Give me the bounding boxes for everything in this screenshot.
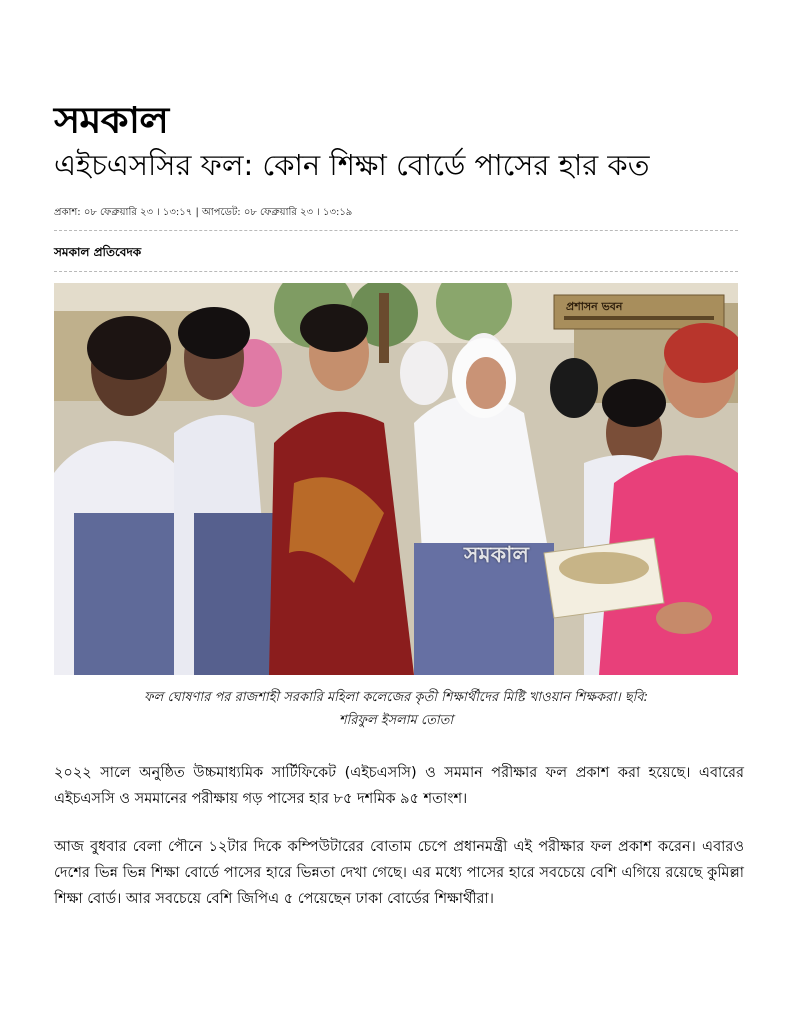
photo-watermark: সমকাল <box>464 542 529 568</box>
publish-dateline: প্রকাশ: ০৮ ফেব্রুয়ারি ২৩ । ১৩:১৭ | আপডেট: ০৮ ফেব্রুয়ারি ২৩ । ১৩:১৯ <box>54 207 353 218</box>
article-paragraph: ২০২২ সালে অনুষ্ঠিত উচ্চমাধ্যমিক সার্টিফিকেট (এইচএসসি) ও সমমান পরীক্ষার ফল প্রকাশ করা হয়েছে। এবারের এইচএসসি ও সমমানের পরীক্ষায় গড় পাসের হার ৮৫ দশমিক ৯৫ শতাংশ। <box>54 765 744 807</box>
photo-caption <box>54 686 738 732</box>
article-paragraph: আজ বুধবার বেলা পৌনে ১২টার দিকে কম্পিউটারের বোতাম চেপে প্রধানমন্ত্রী এই পরীক্ষার ফল প্রকাশ করেন। এবারও দেশের ভিন্ন ভিন্ন শিক্ষা বোর্ডে পাসের হারে ভিন্নতা দেখা গেছে। এর মধ্যে পাসের হারে সবচেয়ে বেশি এগিয়ে রয়েছে কুমিল্লা শিক্ষা বোর্ড। আর সবচেয়ে বেশি জিপিএ ৫ পেয়েছেন ঢাকা বোর্ডের শিক্ষার্থীরা। <box>54 839 744 907</box>
caption-line: ফল ঘোষণার পর রাজশাহী সরকারি মহিলা কলেজের কৃতী শিক্ষার্থীদের মিষ্টি খাওয়ান শিক্ষকরা। ছবি: <box>144 690 648 705</box>
divider <box>54 230 738 231</box>
divider <box>54 271 738 272</box>
photo-illustration <box>54 283 738 675</box>
caption-credit: শরিফুল ইসলাম তোতা <box>338 713 454 728</box>
samakal-logo[interactable]: সমকাল <box>54 99 169 142</box>
article-headline: এইচএসসির ফল: কোন শিক্ষা বোর্ডে পাসের হার কত <box>54 148 650 182</box>
article-photo <box>54 283 738 675</box>
byline: সমকাল প্রতিবেদক <box>54 245 142 259</box>
sign-text: প্রশাসন ভবন <box>566 300 623 313</box>
